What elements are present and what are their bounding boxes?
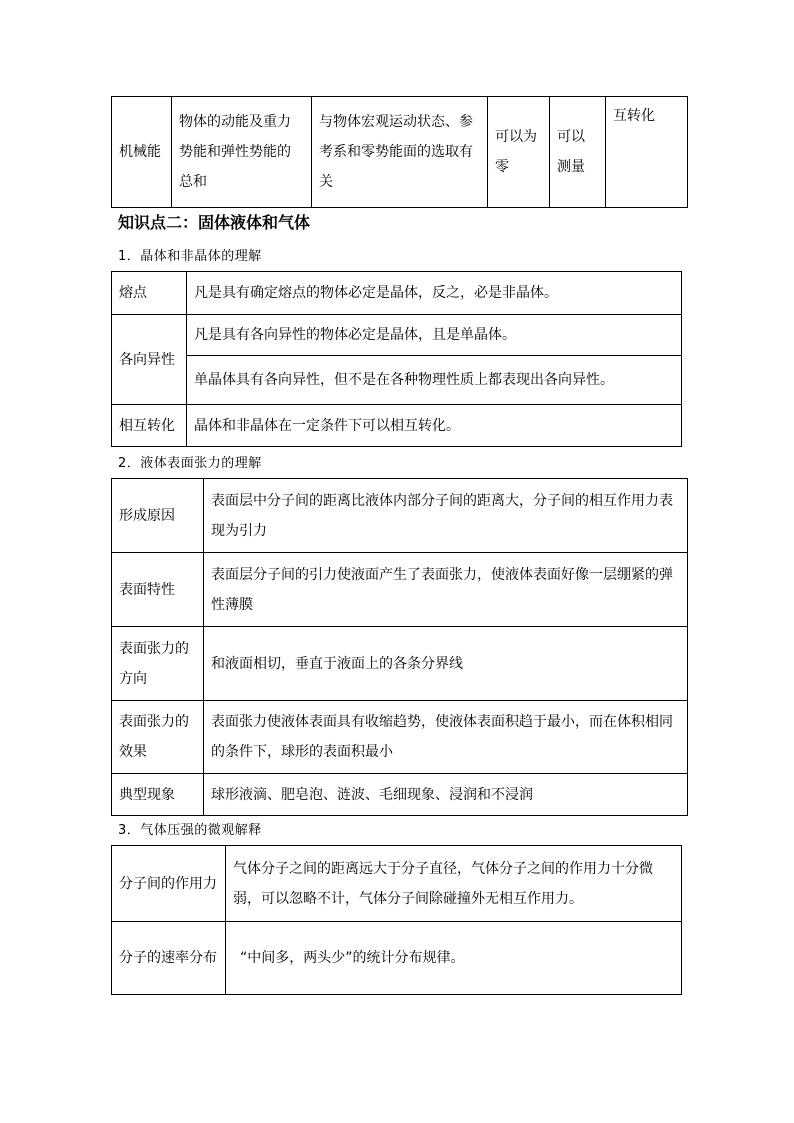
table-row (112, 553, 688, 627)
row-label: 表面张力的方向 (112, 627, 204, 701)
row-label: 各向异性 (112, 315, 187, 405)
row-label: 机械能 (112, 97, 172, 208)
gas-heading: 3．气体压强的微观解释 (118, 823, 262, 838)
row-text: 和液面相切，垂直于液面上的各条分界线 (204, 627, 688, 701)
mechanical-energy-table (111, 96, 688, 208)
row-label: 分子的速率分布 (112, 922, 226, 995)
mechanical-energy-row (112, 97, 688, 208)
definition-cell: 物体的动能及重力势能和弹性势能的总和 (172, 97, 312, 208)
row-text: 表面张力使液体表面具有收缩趋势，使液体表面积趋于最小，而在体积相同的条件下，球形的表面积最小 (204, 701, 688, 774)
row-text: 凡是具有确定熔点的物体必定是晶体，反之，必是非晶体。 (187, 272, 682, 315)
tension-table (111, 478, 688, 816)
section-title: 知识点二：固体液体和气体 (118, 213, 311, 232)
row-text: 表面层中分子间的距离比液体内部分子间的距离大，分子间的相互作用力表现为引力 (204, 479, 688, 553)
row-label: 熔点 (112, 272, 187, 315)
table-row (112, 701, 688, 774)
measure-cell: 可以测量 (550, 97, 606, 208)
row-label: 形成原因 (112, 479, 204, 553)
row-text: 气体分子之间的距离远大于分子直径，气体分子之间的作用力十分微弱，可以忽略不计，气体分子间除碰撞外无相互作用力。 (226, 846, 682, 922)
tension-heading: 2．液体表面张力的理解 (118, 456, 262, 471)
row-label: 典型现象 (112, 774, 204, 816)
crystal-heading: 1．晶体和非晶体的理解 (118, 249, 262, 264)
table-row (112, 627, 688, 701)
relativity-cell: 与物体宏观运动状态、参考系和零势能面的选取有关 (312, 97, 488, 208)
crystal-table (111, 271, 682, 447)
table-row (112, 922, 682, 995)
table-row (112, 356, 682, 405)
row-text: 单晶体具有各向异性，但不是在各种物理性质上都表现出各向异性。 (187, 356, 682, 405)
row-text: 球形液滴、肥皂泡、涟波、毛细现象、浸润和不浸润 (204, 774, 688, 816)
row-text: 凡是具有各向异性的物体必定是晶体，且是单晶体。 (187, 315, 682, 356)
table-row (112, 272, 682, 315)
row-label: 表面张力的效果 (112, 701, 204, 774)
table-row (112, 405, 682, 447)
row-label: 相互转化 (112, 405, 187, 447)
row-label: 分子间的作用力 (112, 846, 226, 922)
conversion-cell: 互转化 (606, 97, 688, 208)
table-row (112, 479, 688, 553)
row-text: 表面层分子间的引力使液面产生了表面张力，使液体表面好像一层绷紧的弹性薄膜 (204, 553, 688, 627)
row-label: 表面特性 (112, 553, 204, 627)
row-text: “中间多，两头少”的统计分布规律。 (226, 922, 682, 995)
row-text: 晶体和非晶体在一定条件下可以相互转化。 (187, 405, 682, 447)
table-row (112, 315, 682, 356)
table-row (112, 846, 682, 922)
gas-table (111, 845, 682, 995)
zero-cell: 可以为零 (488, 97, 550, 208)
table-row (112, 774, 688, 816)
